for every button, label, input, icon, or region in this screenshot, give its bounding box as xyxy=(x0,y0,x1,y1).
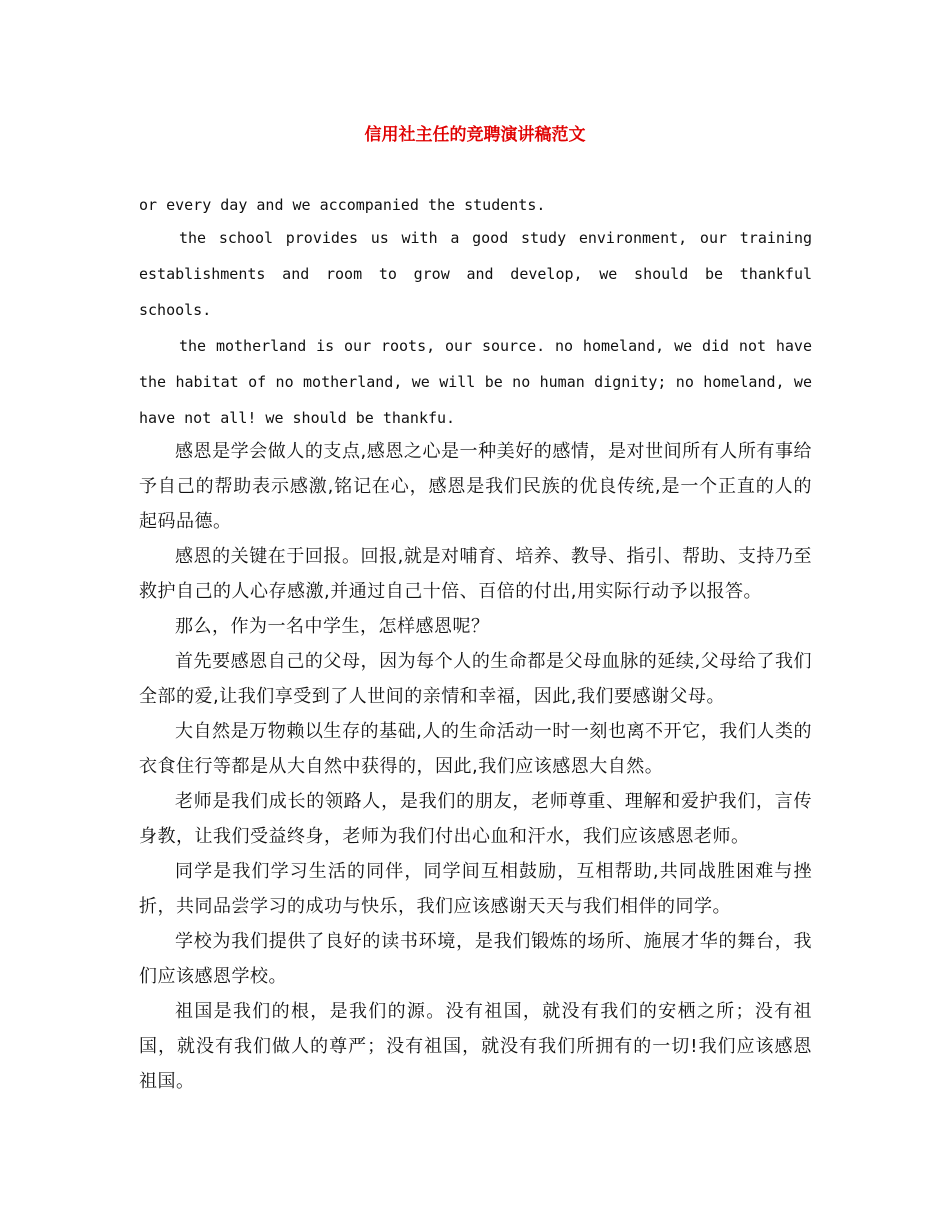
chinese-paragraph: 大自然是万物赖以生存的基础,人的生命活动一时一刻也离不开它，我们人类的衣食住行等都是从大自然中获得的，因此,我们应该感恩大自然。 xyxy=(139,721,812,777)
chinese-paragraph: 老师是我们成长的领路人，是我们的朋友，老师尊重、理解和爱护我们，言传身教，让我们受益终身，老师为我们付出心血和汗水，我们应该感恩老师。 xyxy=(139,791,812,847)
chinese-paragraph: 同学是我们学习生活的同伴，同学间互相鼓励，互相帮助,共同战胜困难与挫折，共同品尝学习的成功与快乐，我们应该感谢天天与我们相伴的同学。 xyxy=(139,861,812,917)
chinese-paragraph: 学校为我们提供了良好的读书环境，是我们锻炼的场所、施展才华的舞台，我们应该感恩学校。 xyxy=(139,931,812,987)
english-paragraph: the motherland is our roots, our source. no homeland, we did not have the habitat of no motherland, we will be no human dignity; no homeland, we have not all! we should be thankfu. xyxy=(139,337,812,427)
chinese-paragraph: 祖国是我们的根，是我们的源。没有祖国，就没有我们的安栖之所；没有祖国，就没有我们做人的尊严；没有祖国，就没有我们所拥有的一切!我们应该感恩祖国。 xyxy=(139,1001,812,1092)
chinese-paragraph: 那么，作为一名中学生，怎样感恩呢？ xyxy=(175,616,490,637)
english-paragraph: or every day and we accompanied the students. xyxy=(139,196,546,214)
english-paragraph: the school provides us with a good study environment, our training establishments and room to grow and develop, we should be thankful schools. xyxy=(139,229,812,319)
chinese-section xyxy=(139,434,812,1099)
chinese-paragraph: 首先要感恩自己的父母，因为每个人的生命都是父母血脉的延续,父母给了我们全部的爱,让我们享受到了人世间的亲情和幸福，因此,我们要感谢父母。 xyxy=(139,651,812,707)
english-paragraph-wrapper xyxy=(139,220,812,328)
document-title: 信用社主任的竞聘演讲稿范文 xyxy=(364,125,586,145)
english-section xyxy=(139,190,812,436)
chinese-paragraph: 感恩的关键在于回报。回报,就是对哺育、培养、教导、指引、帮助、支持乃至救护自己的人心存感激,并通过自己十倍、百倍的付出,用实际行动予以报答。 xyxy=(139,546,812,602)
chinese-paragraph: 感恩是学会做人的支点,感恩之心是一种美好的感情，是对世间所有人所有事给予自己的帮助表示感激,铭记在心，感恩是我们民族的优良传统,是一个正直的人的起码品德。 xyxy=(139,441,812,532)
english-paragraph-wrapper xyxy=(139,328,812,436)
